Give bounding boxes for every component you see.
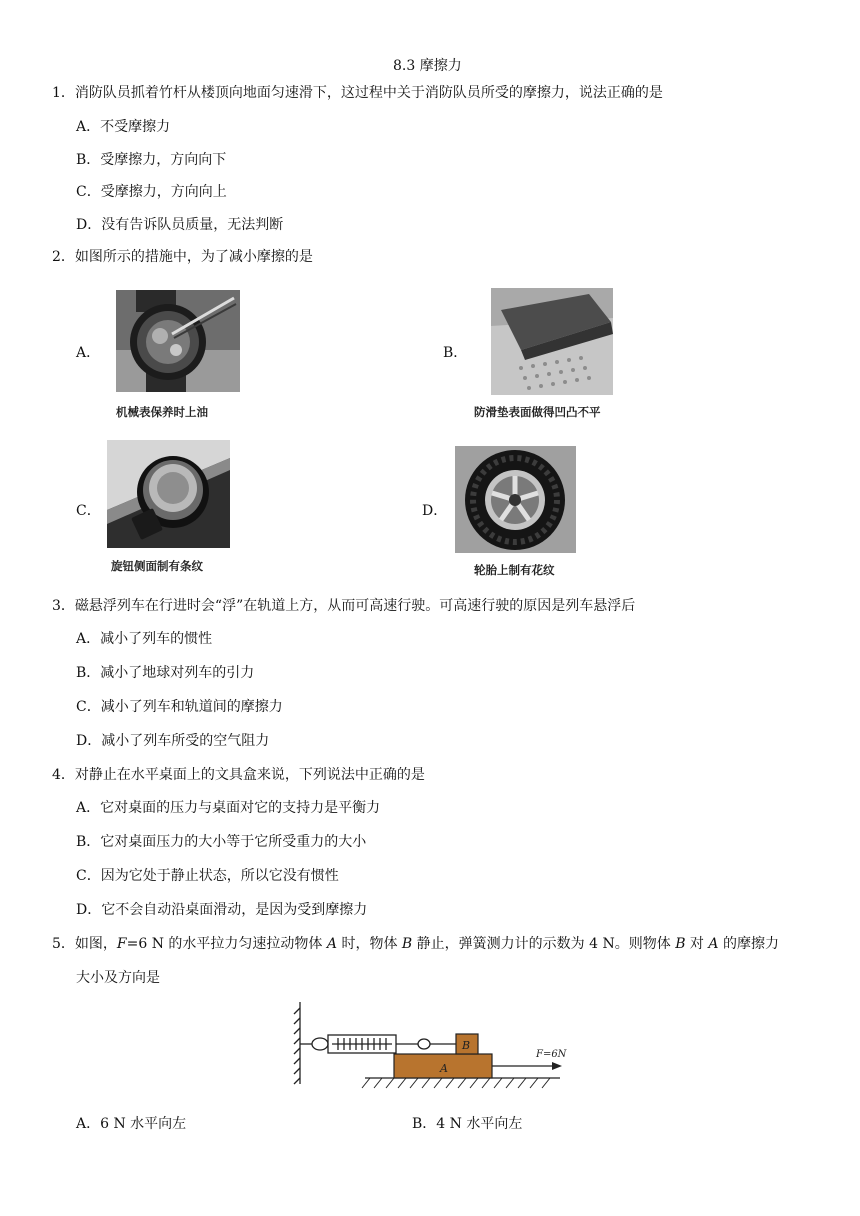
question-5-stem-line-2: 大小及方向是	[76, 970, 160, 986]
question-4-option-a: A．它对桌面的压力与桌面对它的支持力是平衡力	[76, 800, 381, 816]
question-3-stem: 3．磁悬浮列车在行进时会“浮”在轨道上方，从而可高速行驶。可高速行驶的原因是列车悬浮后	[52, 598, 636, 614]
question-4-stem: 4．对静止在水平桌面上的文具盒来说，下列说法中正确的是	[52, 767, 425, 783]
question-1-option-c: C．受摩擦力，方向向上	[76, 184, 227, 200]
question-2-option-a-caption: 机械表保养时上油	[116, 405, 208, 419]
block-a-label: A	[440, 1062, 448, 1075]
question-1-option-d: D．没有告诉队员质量，无法判断	[76, 217, 284, 233]
spring-scale-diagram	[290, 998, 570, 1092]
question-5-option-a: A．6 N 水平向左	[76, 1116, 187, 1132]
question-1-option-b: B．受摩擦力，方向向下	[76, 152, 227, 168]
anti-slip-mat-image	[491, 288, 613, 395]
question-3-option-c: C．减小了列车和轨道间的摩擦力	[76, 699, 283, 715]
page-title: 8.3 摩擦力	[393, 58, 462, 74]
question-5-stem: 5．如图，F=6 N 的水平拉力匀速拉动物体 A 时，物体 B 静止，弹簧测力计的示数为 4 N。则物体 B 对 A 的摩擦力	[52, 936, 779, 952]
watch-oiling-image	[116, 290, 240, 392]
question-3-option-a: A．减小了列车的惯性	[76, 631, 213, 647]
question-2-option-b-label: B．	[443, 345, 468, 361]
force-label: F=6N	[536, 1049, 567, 1060]
question-4-option-d: D．它不会自动沿桌面滑动，是因为受到摩擦力	[76, 902, 368, 918]
question-2-option-b-caption: 防滑垫表面做得凹凸不平	[474, 405, 601, 419]
question-3-option-d: D．减小了列车所受的空气阻力	[76, 733, 270, 749]
question-2-stem: 2．如图所示的措施中，为了减小摩擦的是	[52, 249, 313, 265]
question-4-option-b: B．它对桌面压力的大小等于它所受重力的大小	[76, 834, 367, 850]
question-3-option-b: B．减小了地球对列车的引力	[76, 665, 255, 681]
question-1-stem: 1．消防队员抓着竹杆从楼顶向地面匀速滑下，这过程中关于消防队员所受的摩擦力，说法正确的是	[52, 85, 663, 101]
question-5-option-b: B．4 N 水平向左	[412, 1116, 523, 1132]
knob-image	[107, 440, 230, 548]
tire-image	[455, 446, 576, 553]
block-b-label: B	[462, 1039, 471, 1052]
question-2-option-c-caption: 旋钮侧面制有条纹	[111, 559, 203, 573]
question-2-option-d-caption: 轮胎上制有花纹	[474, 563, 555, 577]
question-2-option-d-label: D．	[422, 503, 448, 519]
question-1-option-a: A．不受摩擦力	[76, 119, 171, 135]
question-4-option-c: C．因为它处于静止状态，所以它没有惯性	[76, 868, 339, 884]
question-2-option-a-label: A．	[76, 345, 101, 361]
question-2-option-c-label: C．	[76, 503, 101, 519]
